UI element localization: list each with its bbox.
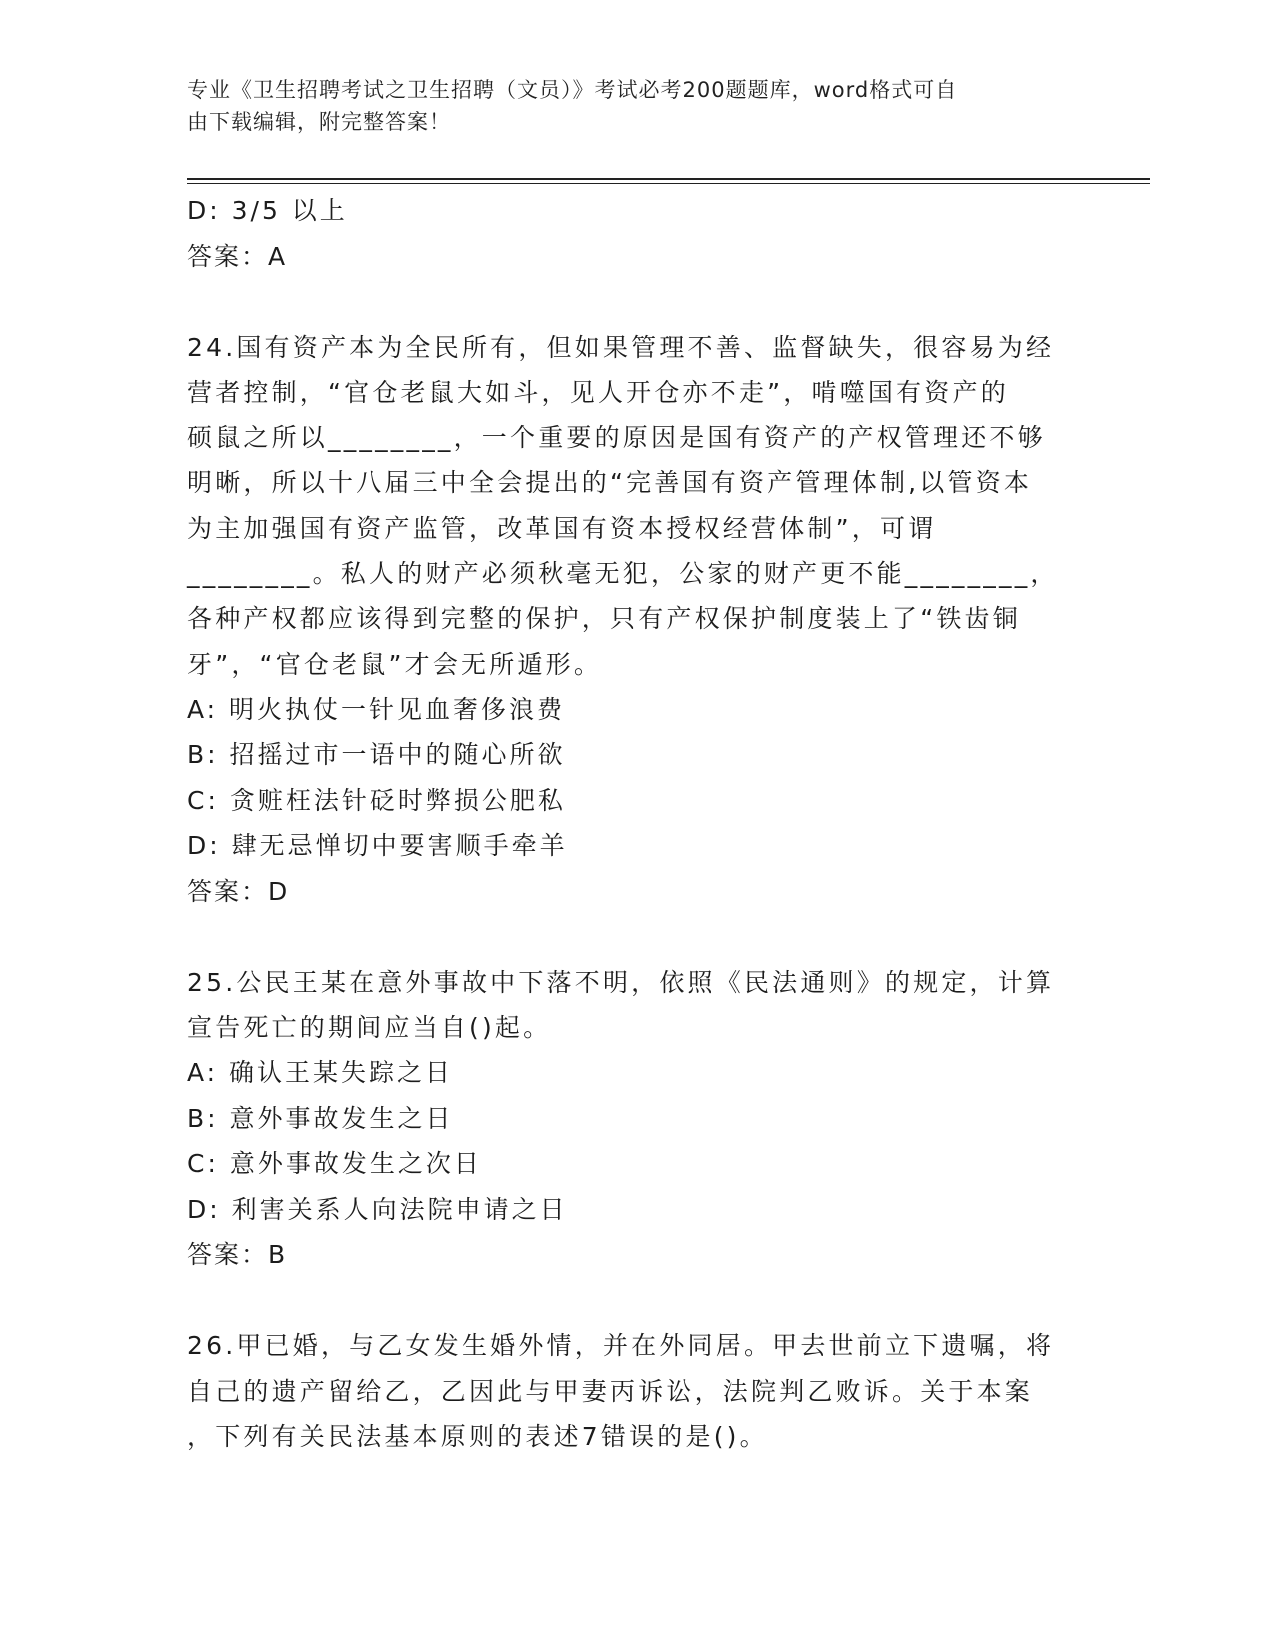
question-24-stem-line: 为主加强国有资产监管，改革国有资本授权经营体制”，可谓 (187, 513, 937, 543)
question-25-answer: 答案：B (187, 1240, 288, 1270)
header-divider-thin (187, 183, 1150, 184)
question-25-option-c: C: 意外事故发生之次日 (187, 1149, 482, 1179)
question-25-option-a: A: 确认王某失踪之日 (187, 1058, 454, 1088)
question-25-option-b: B: 意外事故发生之日 (187, 1103, 454, 1133)
question-25-option-d: D: 利害关系人向法院申请之日 (187, 1194, 568, 1224)
question-25-stem-line: 25.公民王某在意外事故中下落不明，依照《民法通则》的规定，计算 (187, 967, 1055, 997)
question-26-stem (187, 1323, 1067, 1459)
document-body (187, 188, 1067, 1459)
question-24-option-c: C: 贪赃枉法针砭时弊损公肥私 (187, 785, 566, 815)
question-26-stem-line: ，下列有关民法基本原则的表述7错误的是()。 (187, 1422, 768, 1452)
question-24-option-d: D: 肆无忌惮切中要害顺手牵羊 (187, 831, 568, 861)
spacer (187, 915, 1067, 960)
header-line-1: 专业《卫生招聘考试之卫生招聘（文员）》考试必考200题题库，word格式可自 (187, 78, 958, 102)
header-line-2: 由下载编辑，附完整答案！ (187, 110, 451, 134)
question-24-stem (187, 325, 1067, 687)
question-24-stem-line: 各种产权都应该得到完整的保护，只有产权保护制度装上了“铁齿铜 (187, 604, 1021, 634)
question-24-stem-line: 营者控制，“官仓老鼠大如斗，见人开仓亦不走”，啃噬国有资产的 (187, 377, 1009, 407)
prev-option-d: D: 3/5 以上 (187, 196, 348, 225)
question-24-stem-line: 24.国有资产本为全民所有，但如果管理不善、监督缺失，很容易为经 (187, 332, 1055, 362)
question-26-stem-line: 自己的遗产留给乙，乙因此与甲妻丙诉讼，法院判乙败诉。关于本案 (187, 1376, 1034, 1406)
question-24-option-b: B: 招摇过市一语中的随心所欲 (187, 740, 566, 770)
document-header (187, 74, 1067, 138)
prev-answer: 答案：A (187, 241, 288, 271)
question-25-stem (187, 960, 1067, 1051)
question-24-option-a: A: 明火执仗一针见血奢侈浪费 (187, 694, 566, 724)
question-24-answer: 答案：D (187, 876, 290, 906)
question-25-stem-line: 宣告死亡的期间应当自()起。 (187, 1013, 552, 1043)
header-divider-thick (187, 178, 1150, 180)
question-24-stem-line: 牙”，“官仓老鼠”才会无所遁形。 (187, 649, 603, 679)
spacer (187, 280, 1067, 325)
question-24-stem-line: ________。私人的财产必须秋毫无犯，公家的财产更不能________， (187, 558, 1059, 588)
spacer (187, 1278, 1067, 1323)
question-24-stem-line: 明晰，所以十八届三中全会提出的“完善国有资产管理体制,以管资本 (187, 468, 1033, 498)
question-26-stem-line: 26.甲已婚，与乙女发生婚外情，并在外同居。甲去世前立下遗嘱，将 (187, 1331, 1055, 1361)
question-24-stem-line: 硕鼠之所以________，一个重要的原因是国有资产的产权管理还不够 (187, 423, 1046, 453)
